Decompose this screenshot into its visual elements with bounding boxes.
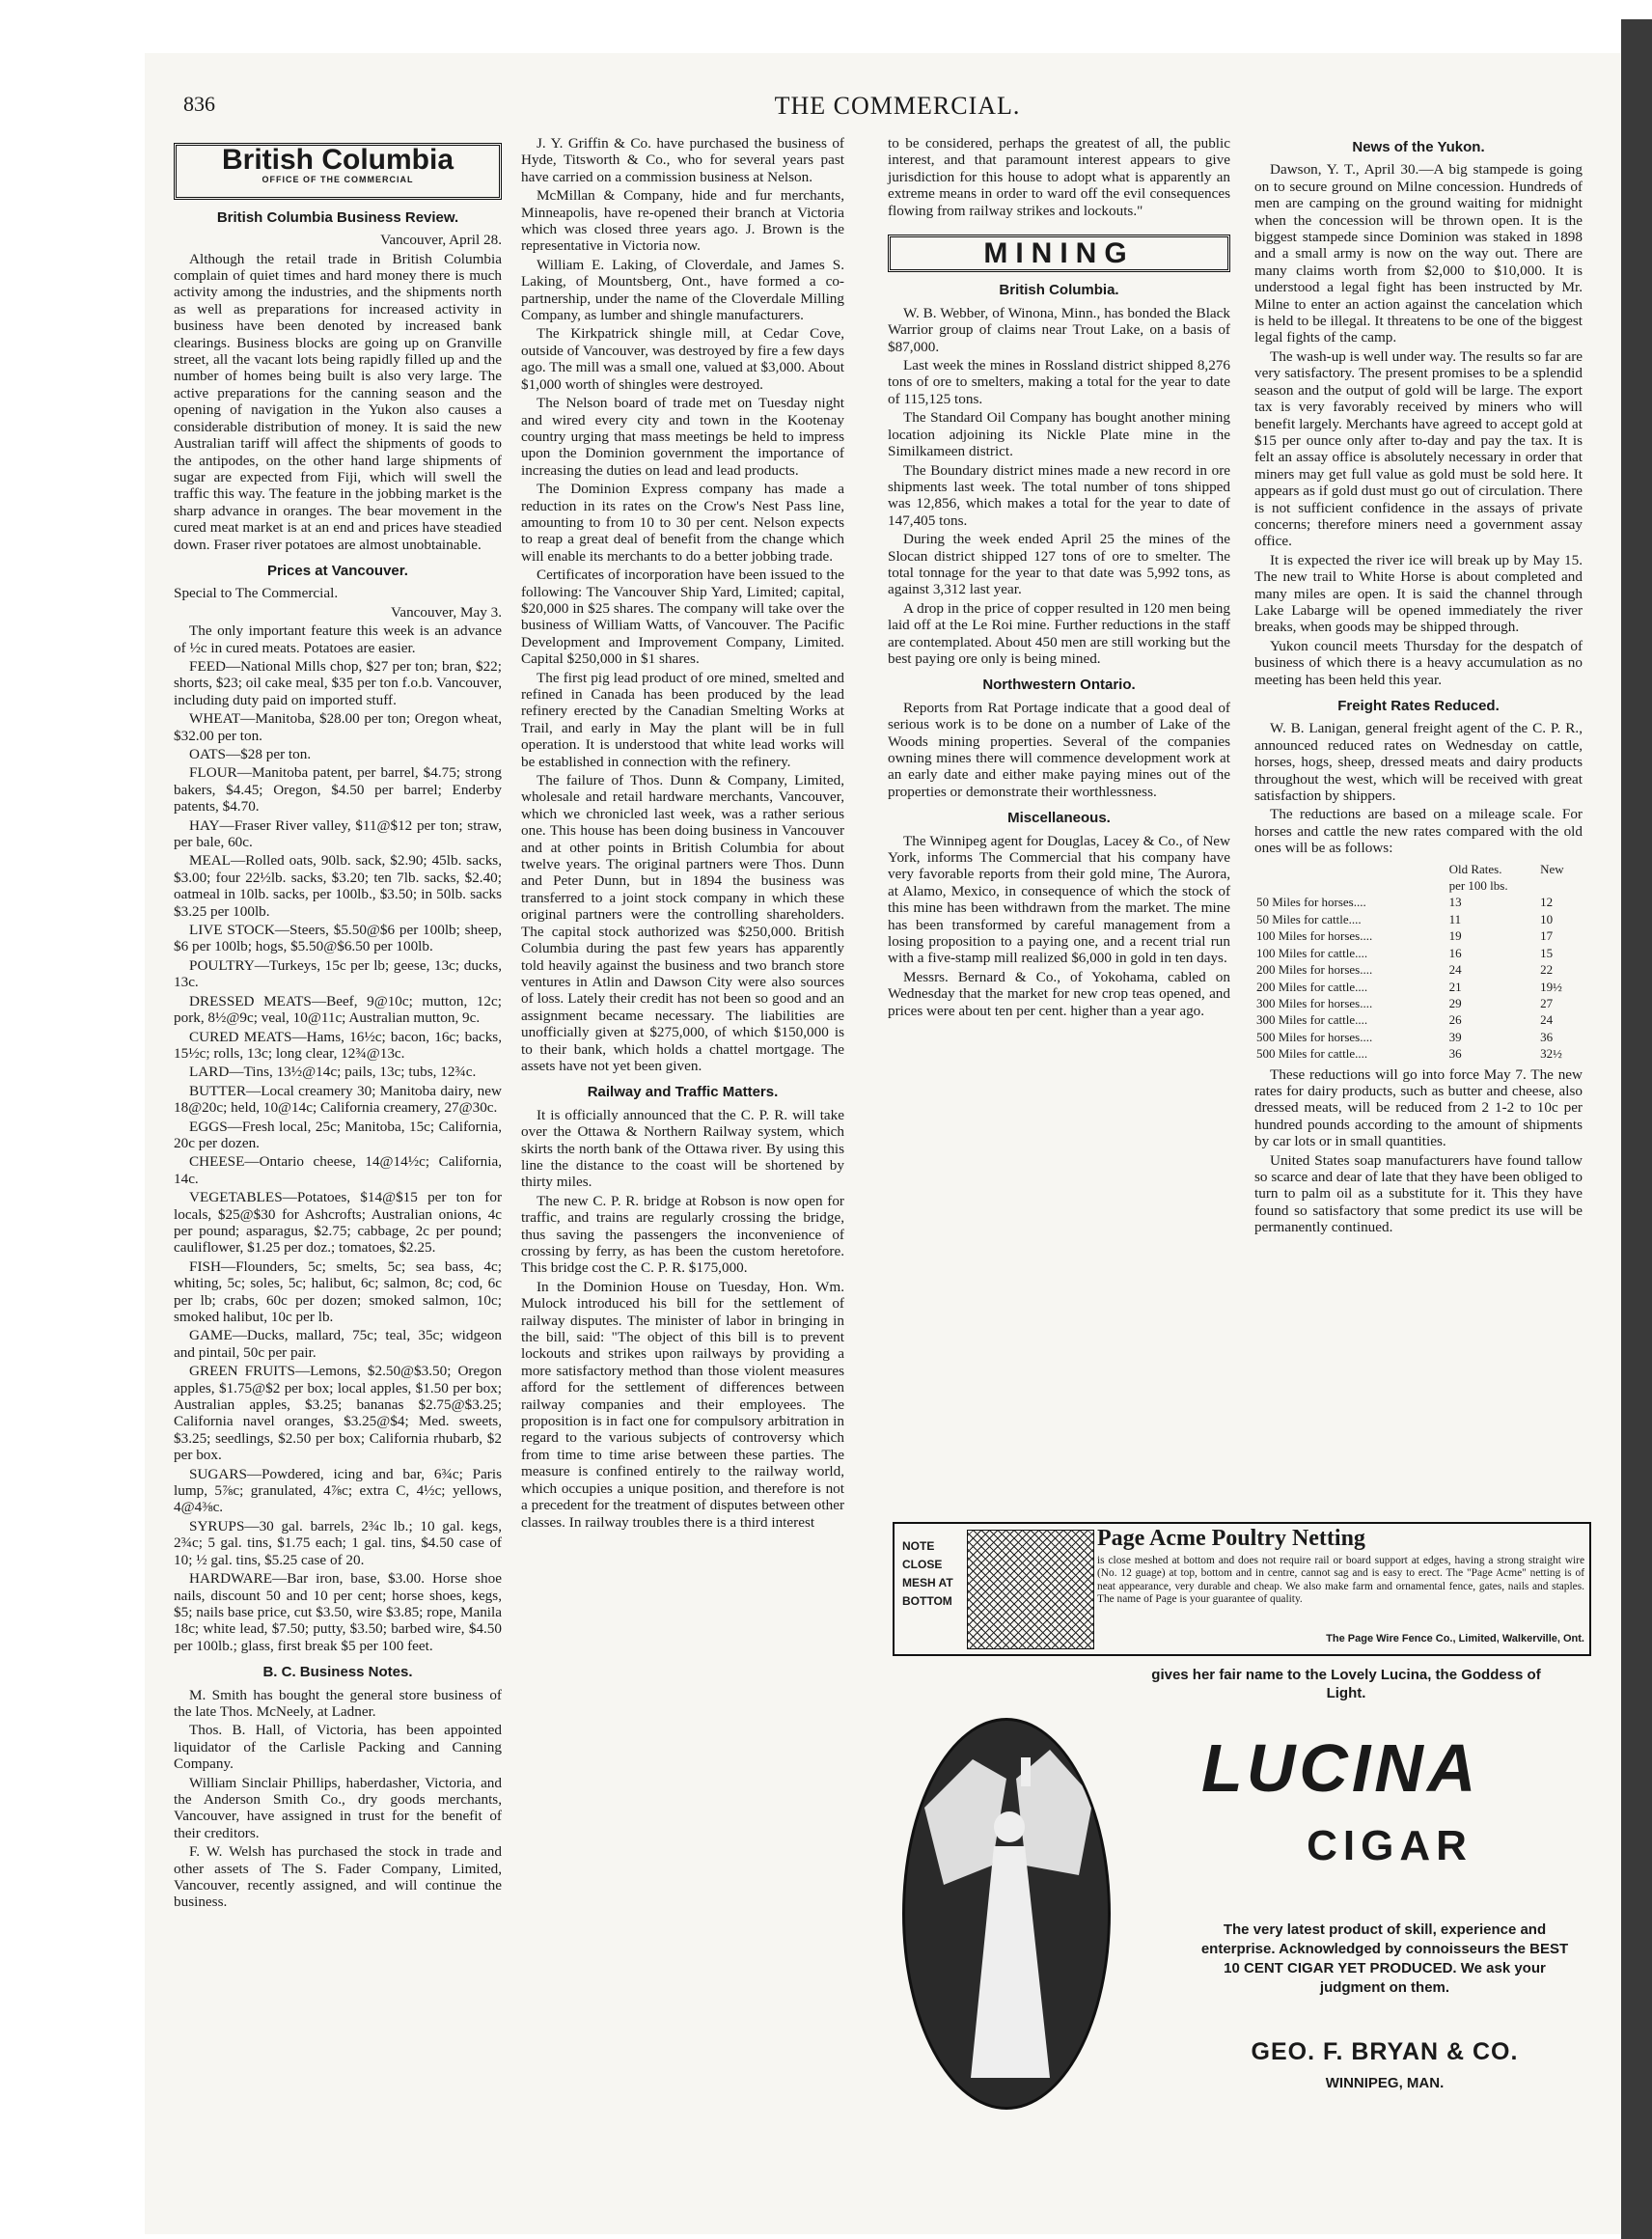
article-paragraph: The Winnipeg agent for Douglas, Lacey & Co., of New York, informs The Commercial that his company have very favorable reports from their gold mine, The Aurora, at Alamo, Mexico, in consequence of which the stock of this mine has been withdrawn from the market. The mine has been transformed by careful management from a losing proposition to a paying one, and a recent trial run with a five-stamp mill realized $6,000 in gold in ten days. <box>888 832 1230 967</box>
netting-mesh-illustration <box>967 1530 1094 1649</box>
article-paragraph: The Standard Oil Company has bought another mining location adjoining its Nickle Plate mine in the Similkameen district. <box>888 409 1230 460</box>
rate-row <box>1254 1045 1583 1062</box>
rate-new: 36 <box>1540 1029 1554 1044</box>
article-paragraph: Reports from Rat Portage indicate that a good deal of serious work is to be done on a number of Lake of the Woods mining properties. Several of the companies owning mines there will commence development work at an early date and either make paying mines out of the properties or demonstrate their worthlessness. <box>888 699 1230 800</box>
price-item: CHEESE—Ontario cheese, 14@14½c; California, 14c. <box>174 1153 502 1187</box>
column-4 <box>1254 135 1583 1238</box>
note-item: William Sinclair Phillips, haberdasher, Victoria, and the Anderson Smith Co., dry goods merchants, Vancouver, have assigned in trust for the benefit of their creditors. <box>174 1774 502 1841</box>
british-columbia-box <box>174 143 502 200</box>
article-paragraph: It is officially announced that the C. P. R. will take over the Ottawa & Northern Railway system, which skirts the north bank of the Ottawa river. By using this line the distance to the coast will be shortened by thirty miles. <box>521 1106 844 1191</box>
article-paragraph: McMillan & Company, hide and fur merchants, Minneapolis, have re-opened their branch at Victoria which was closed three years ago. J. Brown is the representative in Victoria now. <box>521 187 844 255</box>
price-item: LIVE STOCK—Steers, $5.50@$6 per 100lb; sheep, $6 per 100lb; hogs, $5.50@$6.50 per 100lb. <box>174 922 502 955</box>
article-paragraph: The Boundary district mines made a new record in ore shipments last week. The total number of tons shipped was 12,856, which makes a total for the year to date of 147,405 tons. <box>888 461 1230 529</box>
rate-row <box>1254 927 1583 944</box>
article-paragraph: W. B. Webber, of Winona, Minn., has bonded the Black Warrior group of claims near Trout Lake, on a basis of $87,000. <box>888 304 1230 355</box>
article-paragraph: J. Y. Griffin & Co. have purchased the business of Hyde, Titsworth & Co., who for several years past have carried on a commission business at Nelson. <box>521 135 844 185</box>
rate-row <box>1254 1029 1583 1045</box>
lucina-city: WINNIPEG, MAN. <box>1325 2075 1445 2091</box>
railway-heading: Railway and Traffic Matters. <box>587 1084 779 1101</box>
article-paragraph: These reductions will go into force May 7. The new rates for dairy products, such as butter and cheese, also dressed meats, will be reduced from 2 1-2 to 10c per hundred pounds according to the amount of shipments by car lots or in small quantities. <box>1254 1065 1583 1150</box>
lucina-description: The very latest product of skill, experience and enterprise. Acknowledged by connoisseurs the BEST 10 CENT CIGAR YET PRODUCED. We ask your judgment on them. <box>1200 1921 1569 1996</box>
journal-title: THE COMMERCIAL. <box>774 92 1021 120</box>
price-item: GREEN FRUITS—Lemons, $2.50@$3.50; Oregon apples, $1.75@$2 per box; local apples, $1.50 per box; Australian apples, $3.25; bananas $2.75@$3.25; California navel oranges, $3.25@$4; Med. sweets, $3.25; seedlings, $2.50 per box; California rhubarb, $2 per box. <box>174 1363 502 1464</box>
winged-goddess-illustration <box>902 1718 1111 2110</box>
price-item: BUTTER—Local creamery 30; Manitoba dairy, new 18@20c; held, 10@14c; California creamery, 27@30c. <box>174 1082 502 1117</box>
article-paragraph: A drop in the price of copper resulted in 120 men being laid off at the Le Roi mine. Further reductions in the staff are contemplated. About 450 men are still working but the best paying ore only is being mined. <box>888 599 1230 667</box>
nwo-heading: Northwestern Ontario. <box>982 677 1136 694</box>
rate-row <box>1254 894 1583 910</box>
rate-old: 13 <box>1448 895 1462 910</box>
lucina-intro: gives her fair name to the Lovely Lucina, the Goddess of Light. <box>1151 1667 1541 1701</box>
rate-label: 50 Miles for cattle.... <box>1256 911 1362 926</box>
rate-label: 100 Miles for cattle.... <box>1256 945 1368 960</box>
ad-title: Page Acme Poultry Netting <box>1097 1526 1365 1551</box>
rate-new: 12 <box>1540 895 1554 910</box>
rate-row <box>1254 911 1583 927</box>
price-item: WHEAT—Manitoba, $28.00 per ton; Oregon wheat, $32.00 per ton. <box>174 710 502 744</box>
freight-heading: Freight Rates Reduced. <box>1337 698 1500 714</box>
article-paragraph: The failure of Thos. Dunn & Company, Limited, wholesale and retail hardware merchants, Vancouver, which we chronicled last week, was a rather serious one. This house has been doing business in Vancouver and at other points in British Columbia for about twelve years. The original partners were Thos. Dunn and Peter Dunn, but in 1894 the business was transferred to a joint stock company in which these original partners were the controlling shareholders. The capital stock authorized was $250,000. British Columbia during the past few years has apparently told heavily against the business and two branch store ventures in Atlin and Dawson City were also sources of loss. Lately their credit has not been so good and an assignment became necessary. The liabilities are unofficially given at $275,000, of which $150,000 is to their bank, which holds a chattel mortgage. The assets have not yet been given. <box>521 772 844 1074</box>
rate-new: 10 <box>1540 911 1554 926</box>
article-paragraph: The Dominion Express company has made a reduction in its rates on the Crow's Nest Pass line, amounting to from 10 to 30 per cent. Nelson expects to reap a great deal of benefit from the change which will enable its merchants to do a better jobbing trade. <box>521 481 844 565</box>
lucina-name: LUCINA <box>1201 1730 1480 1806</box>
article-paragraph: The new C. P. R. bridge at Robson is now open for traffic, and trains are regularly crossing the bridge, thus saving the passengers the inconvenience of crossing by ferry, as has been the custom heretofore. This bridge cost the C. P. R. $175,000. <box>521 1192 844 1277</box>
rate-row <box>1254 945 1583 961</box>
rate-old: 16 <box>1448 945 1462 960</box>
rate-new: 15 <box>1540 945 1554 960</box>
box-title: British Columbia <box>221 144 454 176</box>
rate-old: 29 <box>1448 995 1462 1010</box>
price-item: HAY—Fraser River valley, $11@$12 per ton; straw, per bale, 60c. <box>174 816 502 851</box>
mesh-note: NOTE CLOSE MESH AT BOTTOM <box>902 1539 953 1608</box>
price-item: The only important feature this week is an advance of ½c in cured meats. Potatoes are easier. <box>174 622 502 656</box>
rate-label: 300 Miles for cattle.... <box>1256 1012 1368 1028</box>
rate-old: 21 <box>1448 979 1462 994</box>
lucina-cigar-label: CIGAR <box>1307 1822 1473 1869</box>
price-item: DRESSED MEATS—Beef, 9@10c; mutton, 12c; pork, 8½@9c; veal, 10@11c; Australian mutton, 9c. <box>174 992 502 1027</box>
rate-old: 19 <box>1448 928 1462 944</box>
rate-new: 17 <box>1540 928 1554 944</box>
lucina-maker: GEO. F. BRYAN & CO. <box>1251 2038 1519 2065</box>
article-paragraph: The reductions are based on a mileage scale. For horses and cattle the new rates compared with the old ones will be as follows: <box>1254 806 1583 857</box>
table-subhead: per 100 lbs. <box>1448 878 1508 894</box>
price-item: MEAL—Rolled oats, 90lb. sack, $2.90; 45lb. sacks, $3.00; four 22½lb. sacks, $3.20; ten 7lb. sacks, $2.40; oatmeal in 10lb. sacks, per 100lb., $3.50; in 50lb. sacks $3.25 per 100lb. <box>174 852 502 920</box>
rate-label: 500 Miles for cattle.... <box>1256 1046 1368 1062</box>
rate-row <box>1254 961 1583 978</box>
yukon-heading: News of the Yukon. <box>1352 139 1485 155</box>
rate-new: 27 <box>1540 995 1554 1010</box>
price-item: POULTRY—Turkeys, 15c per lb; geese, 13c; ducks, 13c. <box>174 956 502 991</box>
lucina-cigar-ad <box>893 1660 1587 2114</box>
price-item: SUGARS—Powdered, icing and bar, 6¾c; Paris lump, 5⅞c; granulated, 4⅞c; extra C, 4½c; yellows, 4@4⅜c. <box>174 1465 502 1516</box>
page-header <box>183 92 1611 130</box>
price-item: GAME—Ducks, mallard, 75c; teal, 35c; widgeon and pintail, 50c per pair. <box>174 1327 502 1361</box>
rate-old: 11 <box>1448 911 1462 926</box>
article-paragraph: to be considered, perhaps the greatest of all, the public interest, and that paramount interest appears to give jurisdiction for this house to adopt what is apparently an extreme means in order to ward off the evil consequences flowing from railway strikes and lockouts." <box>888 135 1230 219</box>
price-item: FISH—Flounders, 5c; smelts, 5c; sea bass, 4c; whiting, 5c; soles, 5c; halibut, 6c; salmon, 8c; cod, 6c per lb; crabs, 60c per dozen; smoked salmon, 10c; smoked halibut, 10c per lb. <box>174 1258 502 1325</box>
price-item: LARD—Tins, 13½@14c; pails, 13c; tubs, 12¾c. <box>189 1064 477 1081</box>
prices-heading: Prices at Vancouver. <box>267 562 408 579</box>
rate-new: 19½ <box>1540 979 1562 994</box>
bc-mining-heading: British Columbia. <box>999 282 1119 299</box>
column-2 <box>521 135 844 1533</box>
rate-label: 200 Miles for horses.... <box>1256 962 1373 978</box>
rate-old: 24 <box>1448 962 1462 978</box>
rate-old: 39 <box>1448 1029 1462 1044</box>
article-paragraph: Certificates of incorporation have been issued to the following: The Vancouver Ship Yard, Limited; capital, $20,000 in $25 shares. The company will take over the business of William Watts, of Vancouver. The Pacific Development and Improvement Company, Limited. Capital $250,000 in $1 shares. <box>521 567 844 668</box>
column-3 <box>888 135 1230 1021</box>
article-paragraph: During the week ended April 25 the mines of the Slocan district shipped 127 tons of ore to smelter. The total tonnage for the year to that date was 5,992 tons, as against 3,312 last year. <box>888 531 1230 598</box>
article-paragraph: The Nelson board of trade met on Tuesday night and wired every city and town in the Kootenay country urging that mass meetings be held to impress upon the Dominion government the importance of increasing the duties on lead and lead products. <box>521 395 844 479</box>
price-item: OATS—$28 per ton. <box>189 746 312 762</box>
prices-special: Special to The Commercial. <box>174 585 339 602</box>
column-1 <box>174 135 502 1913</box>
rate-new: 32½ <box>1540 1046 1562 1062</box>
article-paragraph: United States soap manufacturers have found tallow so scarce and dear of late that they have been obliged to turn to palm oil as a substitute for it. This they have found so satisfactory that some predict its use will be permanently continued. <box>1254 1151 1583 1236</box>
rate-old: 36 <box>1448 1046 1462 1062</box>
article-paragraph: Dawson, Y. T., April 30.—A big stampede is going on to secure ground on Milne concession. Hundreds of men are camping on the ground waiting for midnight when the concession will be thrown open. It is the biggest stampede since Dominion was staked in 1898 and a small army is now on the way out. There are many claims worth from $2,000 to $10,000. It is understood a legal fight has been instructed by Mr. Milne to enter an action against the cancelation which is held to be illegal. It threatens to be one of the biggest legal fights of the camp. <box>1254 161 1583 346</box>
rate-row <box>1254 1011 1583 1028</box>
note-item: M. Smith has bought the general store business of the late Thos. McNeely, at Ladner. <box>174 1686 502 1720</box>
article-paragraph: The first pig lead product of ore mined, smelted and refined in Canada has been produced by the lead refinery erected by the Canadian Smelting Works at Trail, and early in May the plant will be in full operation. It is understood that white lead works will be established in connection with the refinery. <box>521 669 844 770</box>
rate-row <box>1254 979 1583 995</box>
review-text: Although the retail trade in British Columbia complain of quiet times and hard money there is much activity among the industries, and the shipments north as well as preparations for increased activity in business have been denoted by increased bank clearings. Business blocks are going up on Granville street, all the vacant lots being rapidly filled up and the number of homes being built is also very large. The active preparations for the canning season and the opening of navigation in the Yukon also causes a considerable distribution of money. It is said the new Australian tariff will affect the shipments of goods to the antipodes, on the other hand large shipments of sugar are expected from Fiji, which will swell the traffic this way. The feature in the jobbing market is the sharp advance in oranges. The bear movement in the cured meat market is at an end and prices have steadied down. Fraser river potatoes are almost unobtainable. <box>174 250 502 553</box>
prices-dateline: Vancouver, May 3. <box>391 603 502 621</box>
table-head-new: New <box>1540 861 1564 876</box>
article-paragraph: Yukon council meets Thursday for the despatch of business of which there is a heavy accumulation as no meeting has been held this year. <box>1254 637 1583 688</box>
article-paragraph: It is expected the river ice will break up by May 15. The new trail to White Horse is about completed and many miles are open. It is said the channel through Lake Labarge will be opened immediately the river breaks, when goods may be shipped through. <box>1254 551 1583 636</box>
rate-label: 500 Miles for horses.... <box>1256 1029 1373 1044</box>
article-paragraph: In the Dominion House on Tuesday, Hon. Wm. Mulock introduced his bill for the settlement of railway disputes. The minister of labor in bringing in the bill, said: "The object of this bill is to prevent lockouts and strikes upon railways by providing a more satisfactory method than those violent measures afford for the settlement of differences between railway companies and their employees. The proposition is in fact one for compulsory arbitration in regard to the various subjects of controversy which from time to time arise between these parties. The measure is confined entirely to the railway world, which occupies a unique position, and therefore is not a precedent for the treatment of disputes between other classes. In railway troubles there is a third interest <box>521 1278 844 1531</box>
page-acme-ad <box>893 1522 1591 1656</box>
review-heading: British Columbia Business Review. <box>216 208 459 226</box>
adjacent-page-edge <box>1621 19 1652 2239</box>
notes-heading: B. C. Business Notes. <box>262 1664 413 1681</box>
freight-rates-table <box>1254 861 1583 1063</box>
table-head-old: Old Rates. <box>1448 861 1502 876</box>
rate-label: 200 Miles for cattle.... <box>1256 979 1368 994</box>
price-item: HARDWARE—Bar iron, base, $3.00. Horse shoe nails, discount 50 and 10 per cent; horse shoes, kegs, $5; nails base price, cut $3.50, wire $3.85; rope, Manila 18c; white lead, $7.50; putty, $3.50; barbed wire, $4.50 per 100lb.; glass, first break $5 per 100 feet. <box>174 1570 502 1654</box>
article-paragraph: William E. Laking, of Cloverdale, and James S. Laking, of Mountsberg, Ont., have formed a co-partnership, under the name of the Cloverdale Milling Company, as lumber and shingle manufacturers. <box>521 256 844 324</box>
article-paragraph: W. B. Lanigan, general freight agent of the C. P. R., announced reduced rates on Wednesday on cattle, horses, hogs, sheep, dressed meats and dairy products throughout the west, which will be received with great satisfaction by shippers. <box>1254 720 1583 805</box>
page-number: 836 <box>183 92 215 116</box>
article-paragraph: The wash-up is well under way. The results so far are very satisfactory. The present promises to be a splendid season and the output of gold will be large. The export tax is very favorably received by miners who will benefit largely. Merchants have agreed to accept gold at $15 per ounce only after to-day and pay the tax. It is felt an assay office is absolutely necessary in order that miners may get full value as gold must be sold here. It appears as if gold dust must go out of circulation. There is not sufficient confidence in the assays of private concerns; therefore miners need a government assay office. <box>1254 347 1583 550</box>
misc-heading: Miscellaneous. <box>1007 810 1111 827</box>
ad-body: is close meshed at bottom and does not require rail or board support at edges, having a strong straight wire (No. 12 guage) at top, bottom and in centre, cannot sag and is easy to erect. The "Page Acme" netting is of neat appearance, very durable and cheap. We also make farm and ornamental fence, gates, nails and staples. The name of Page is your guarantee of quality. <box>1097 1555 1584 1606</box>
article-paragraph: Last week the mines in Rossland district shipped 8,276 tons of ore to smelters, making a total for the year to date of 115,125 tons. <box>888 357 1230 407</box>
rate-label: 100 Miles for horses.... <box>1256 928 1373 944</box>
note-item: Thos. B. Hall, of Victoria, has been appointed liquidator of the Carlisle Packing and Canning Company. <box>174 1722 502 1773</box>
article-paragraph: Messrs. Bernard & Co., of Yokohama, cabled on Wednesday that the market for new crop teas opened, and prices were about ten per cent. higher than a year ago. <box>888 968 1230 1019</box>
box-subtitle: OFFICE OF THE COMMERCIAL <box>262 175 414 185</box>
rate-new: 22 <box>1540 962 1554 978</box>
ad-foot: The Page Wire Fence Co., Limited, Walkerville, Ont. <box>1326 1633 1584 1645</box>
rate-new: 24 <box>1540 1012 1554 1028</box>
rate-row <box>1254 995 1583 1011</box>
price-item: CURED MEATS—Hams, 16½c; bacon, 16c; backs, 15½c; rolls, 13c; long clear, 12¾@13c. <box>174 1028 502 1062</box>
price-item: VEGETABLES—Potatoes, $14@$15 per ton for locals, $25@$30 for Ashcrofts; Australian onions, 4c per pound; asparagus, $2.75; cabbage, 2c per pound; cauliflower, $1.25 per doz.; tomatoes, $2.25. <box>174 1189 502 1257</box>
rate-old: 26 <box>1448 1012 1462 1028</box>
price-item: EGGS—Fresh local, 25c; Manitoba, 15c; California, 20c per dozen. <box>174 1118 502 1151</box>
rate-label: 300 Miles for horses.... <box>1256 995 1373 1010</box>
price-item: FLOUR—Manitoba patent, per barrel, $4.75; strong bakers, $4.45; Oregon, $4.50 per barrel; Enderby patents, $4.70. <box>174 764 502 815</box>
review-dateline: Vancouver, April 28. <box>380 232 502 249</box>
mining-title: MINING <box>983 237 1135 270</box>
price-item: FEED—National Mills chop, $27 per ton; bran, $22; shorts, $23; oil cake meal, $35 per ton f.o.b. Vancouver, including duty paid on imported stuff. <box>174 657 502 708</box>
article-paragraph: The Kirkpatrick shingle mill, at Cedar Cove, outside of Vancouver, was destroyed by fire a few days ago. The mill was a small one, valued at $3,000. About $1,000 worth of shingles were destroyed. <box>521 325 844 393</box>
rate-label: 50 Miles for horses.... <box>1256 895 1366 910</box>
price-item: SYRUPS—30 gal. barrels, 2¾c lb.; 10 gal. kegs, 2¾c; 5 gal. tins, $1.75 each; 1 gal. tins, $4.50 case of 10; ½ gal. tins, $5.25 case of 20. <box>174 1517 502 1568</box>
mining-box <box>888 235 1230 272</box>
note-item: F. W. Welsh has purchased the stock in trade and other assets of The S. Fader Company, Limited, Vancouver, recently assigned, and will continue the business. <box>174 1843 502 1911</box>
